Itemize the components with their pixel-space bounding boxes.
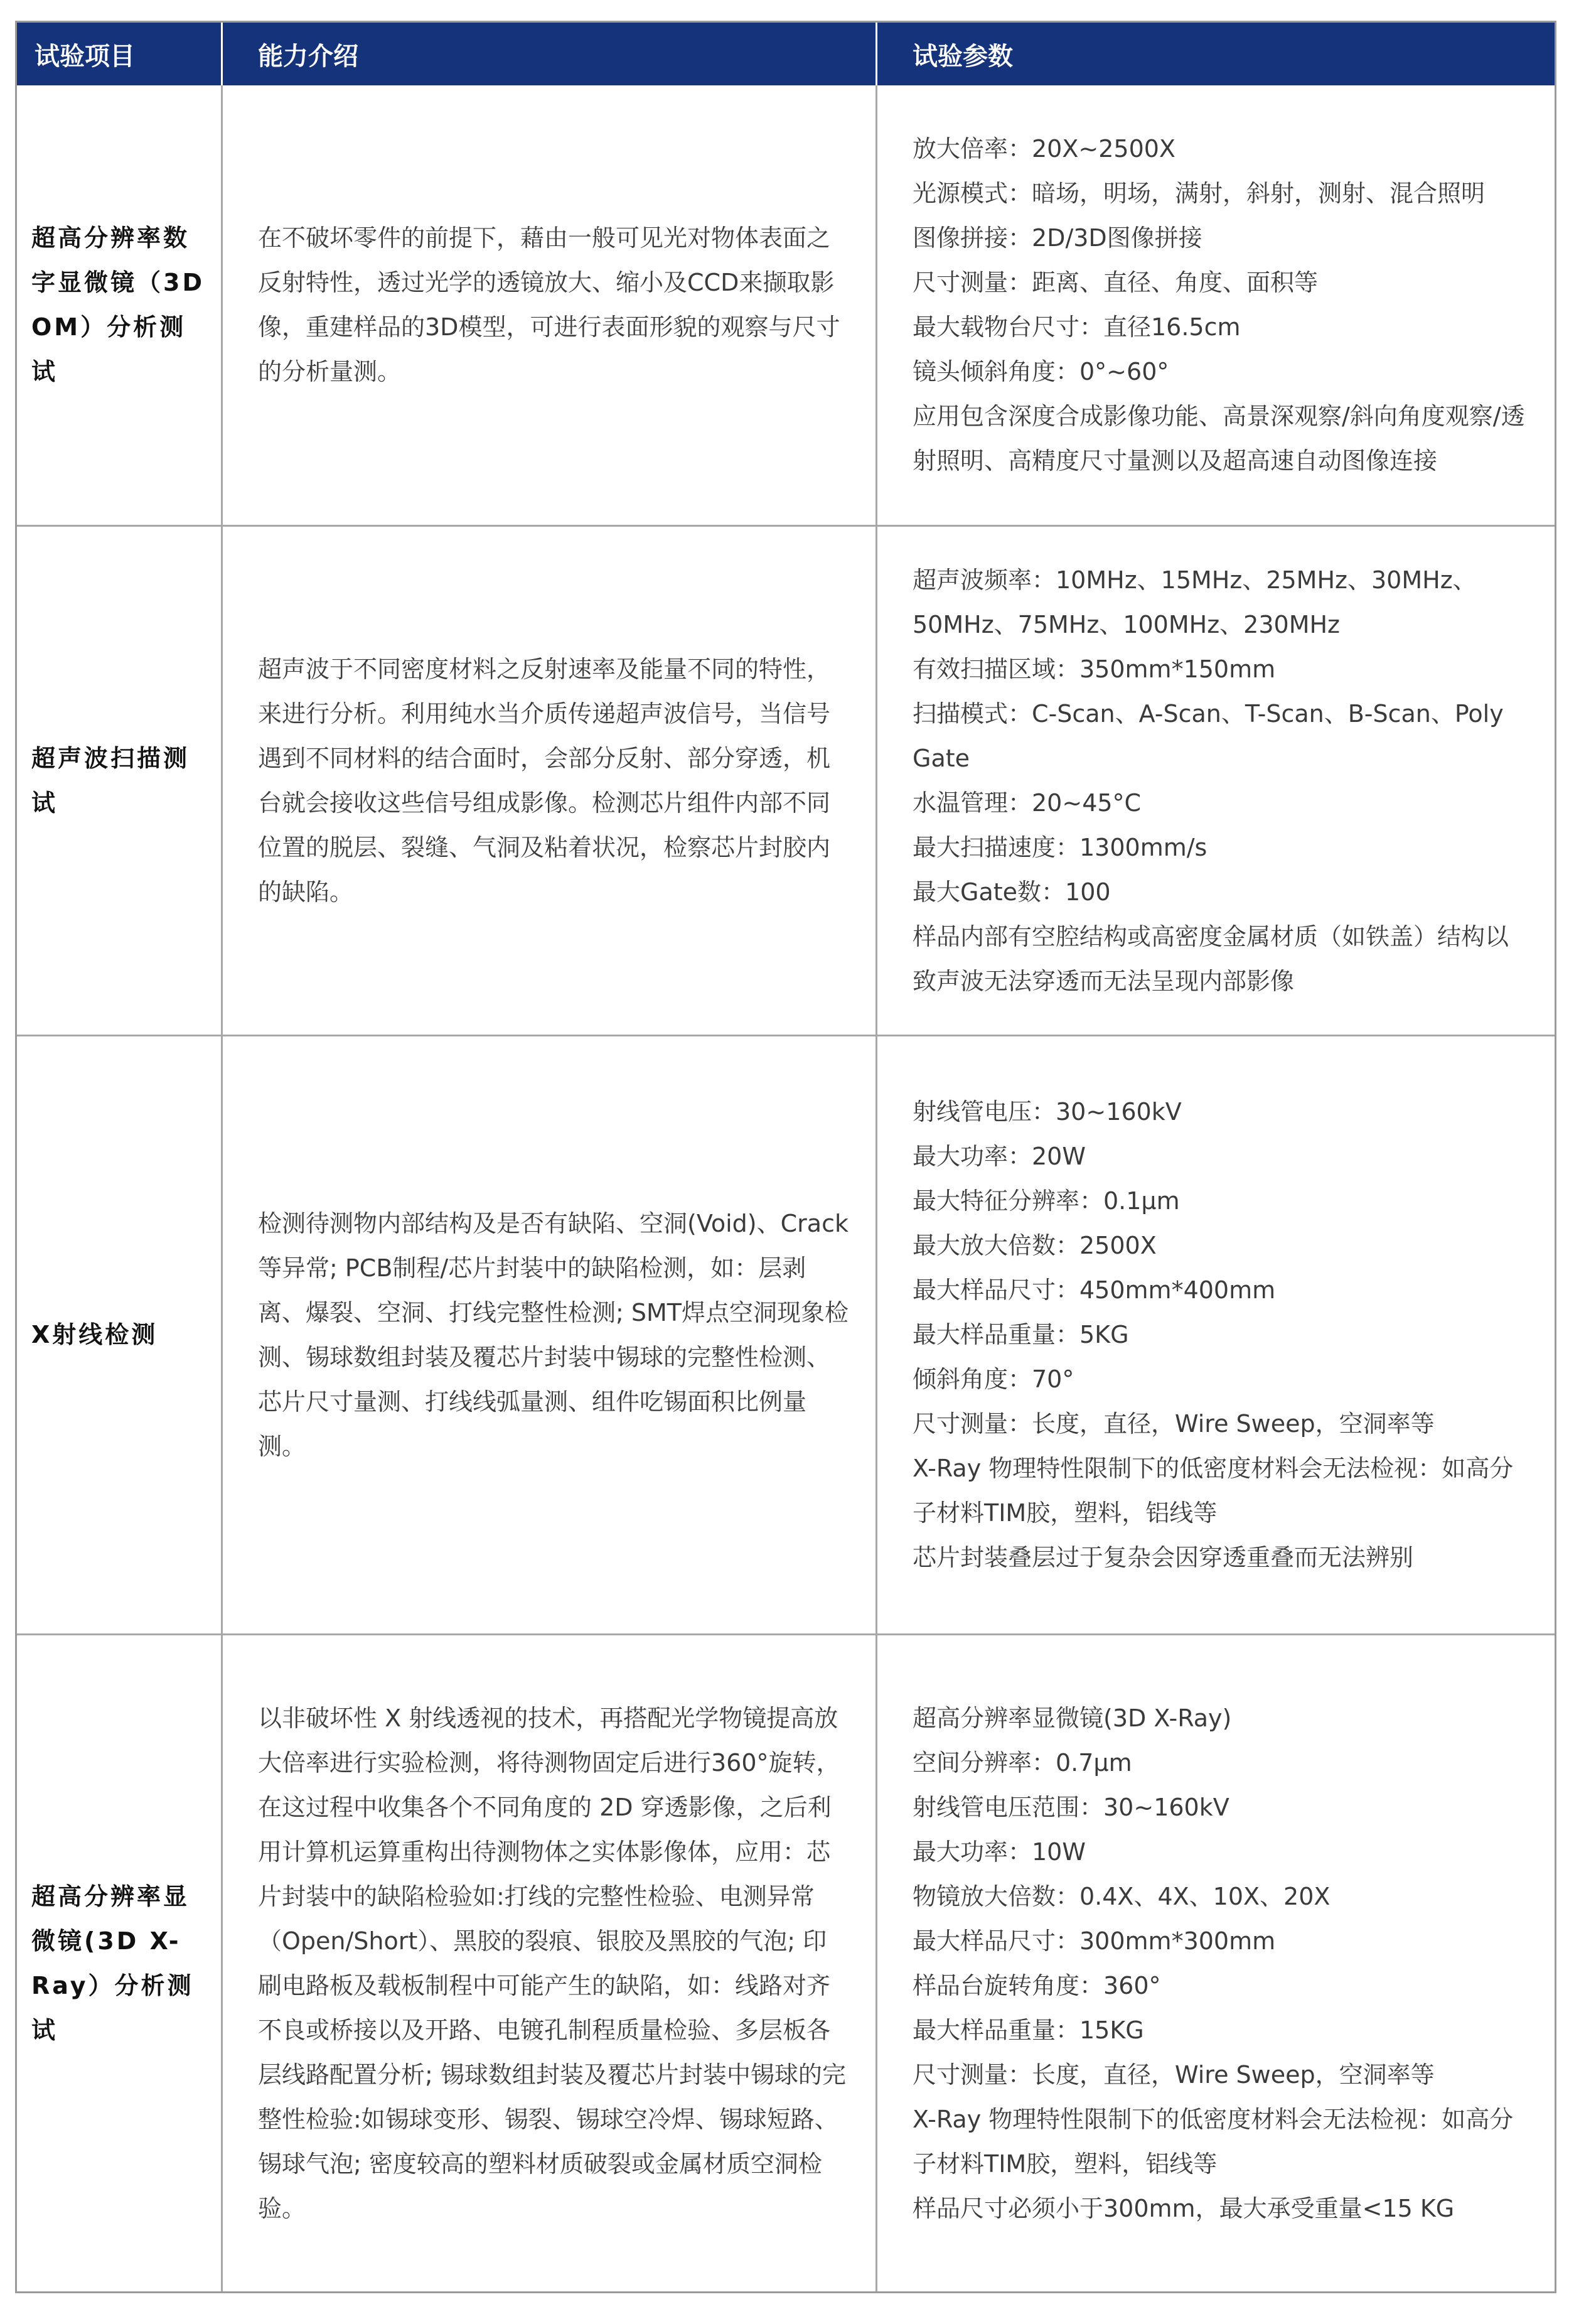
parameter-item: 尺寸测量：长度，直径，Wire Sweep，空洞率等 <box>913 2060 1435 2089</box>
row-3d-om-name <box>17 85 223 527</box>
capability-text: 检测待测物内部结构及是否有缺陷、空洞(Void)、Crack等异常; PCB制程/芯片封装中的缺陷检测，如：层剥离、爆裂、空洞、打线完整性检测; SMT焊点空洞现象检测、锡球数组封装及覆芯片封装中锡球的完整性检测、芯片尺寸量测、打线线弧量测、组件吃锡面积比例量测。 <box>258 1209 849 1460</box>
test-item-name: 超声波扫描测试 <box>31 744 190 817</box>
parameter-item: 放大倍率：20X~2500X <box>913 135 1175 163</box>
parameter-item: 应用包含深度合成影像功能、高景深观察/斜向角度观察/透射照明、高精度尺寸量测以及超高速自动图像连接 <box>913 402 1525 475</box>
parameter-item: 最大样品重量：15KG <box>913 2016 1144 2044</box>
header-parameters <box>877 23 1555 85</box>
parameter-item: 最大特征分辨率：0.1μm <box>913 1187 1180 1215</box>
header-capability <box>223 23 877 85</box>
parameter-item: 芯片封装叠层过于复杂会因穿透重叠而无法辨别 <box>913 1544 1414 1571</box>
row-3d-om-desc <box>223 85 877 527</box>
row-ultrasonic-params <box>877 527 1555 1036</box>
parameter-item: 物镜放大倍数：0.4X、4X、10X、20X <box>913 1882 1331 1910</box>
capability-text: 以非破坏性 X 射线透视的技术，再搭配光学物镜提高放大倍率进行实验检测，将待测物固定后进行360°旋转，在这过程中收集各个不同角度的 2D 穿透影像，之后利用计算机运算重构出待测物体之实体影像体，应用：芯片封装中的缺陷检验如:打线的完整性检验、电测异常（Open/Short）、黑胶的裂痕、银胶及黑胶的气泡; 印刷电路板及载板制程中可能产生的缺陷，如：线路对齐不良或桥接以及开路、电镀孔制程质量检验、多层板各层线路配置分析; 锡球数组封装及覆芯片封装中锡球的完整性检验:如锡球变形、锡裂、锡球空冷焊、锡球短路、锡球气泡; 密度较高的塑料材质破裂或金属材质空洞检验。 <box>258 1704 846 2222</box>
parameter-item: 最大功率：10W <box>913 1837 1086 1866</box>
parameter-item: 样品尺寸必须小于300mm，最大承受重量<15 KG <box>913 2194 1455 2222</box>
parameter-list <box>913 1696 1529 2231</box>
row-3d-om-params <box>877 85 1555 527</box>
parameter-item: 图像拼接：2D/3D图像拼接 <box>913 224 1202 252</box>
parameter-item: 样品台旋转角度：360° <box>913 1971 1161 1999</box>
row-xray-desc <box>223 1036 877 1635</box>
parameter-item: 最大样品尺寸：300mm*300mm <box>913 1927 1276 1955</box>
header-test-item-label: 试验项目 <box>35 41 135 71</box>
parameter-item: 最大扫描速度：1300mm/s <box>913 833 1208 861</box>
parameter-item: 最大样品重量：5KG <box>913 1321 1129 1348</box>
parameter-item: 空间分辨率：0.7μm <box>913 1748 1132 1777</box>
parameter-item: 有效扫描区域：350mm*150mm <box>913 655 1276 683</box>
header-capability-label: 能力介绍 <box>258 41 358 71</box>
row-3d-xray-desc <box>223 1635 877 2291</box>
parameter-item: 射线管电压：30~160kV <box>913 1098 1182 1126</box>
parameter-list <box>913 558 1529 1004</box>
capability-text: 超声波于不同密度材料之反射速率及能量不同的特性，来进行分析。利用纯水当介质传递超声波信号，当信号遇到不同材料的结合面时，会部分反射、部分穿透，机台就会接收这些信号组成影像。检测芯片组件内部不同位置的脱层、裂缝、气洞及粘着状况，检察芯片封胶内的缺陷。 <box>258 655 831 906</box>
row-3d-xray-name <box>17 1635 223 2291</box>
capability-text: 在不破坏零件的前提下，藉由一般可见光对物体表面之反射特性，透过光学的透镜放大、缩小及CCD来撷取影像，重建样品的3D模型，可进行表面形貌的观察与尺寸的分析量测。 <box>258 224 840 385</box>
parameter-item: 光源模式：暗场，明场，满射，斜射，测射、混合照明 <box>913 180 1486 207</box>
parameter-item: 射线管电压范围：30~160kV <box>913 1793 1229 1821</box>
parameter-item: 镜头倾斜角度：0°~60° <box>913 358 1169 385</box>
parameter-item: 样品内部有空腔结构或高密度金属材质（如铁盖）结构以致声波无法穿透而无法呈现内部影像 <box>913 922 1509 995</box>
row-ultrasonic-desc <box>223 527 877 1036</box>
parameter-item: 扫描模式：C-Scan、A-Scan、T-Scan、B-Scan、Poly Gate <box>913 699 1504 772</box>
parameter-list <box>913 127 1529 483</box>
row-ultrasonic-name <box>17 527 223 1036</box>
parameter-item: 超声波频率：10MHz、15MHz、25MHz、30MHz、50MHz、75MHz、100MHz、230MHz <box>913 566 1477 638</box>
parameter-list <box>913 1090 1529 1580</box>
parameter-item: 最大放大倍数：2500X <box>913 1232 1157 1259</box>
parameter-item: X-Ray 物理特性限制下的低密度材料会无法检视：如高分子材料TIM胶，塑料，铝线等 <box>913 1455 1514 1527</box>
header-parameters-label: 试验参数 <box>913 41 1013 71</box>
parameter-item: 倾斜角度：70° <box>913 1365 1074 1393</box>
parameter-item: 最大载物台尺寸：直径16.5cm <box>913 313 1241 341</box>
parameter-item: 尺寸测量：距离、直径、角度、面积等 <box>913 269 1319 296</box>
row-xray-name <box>17 1036 223 1635</box>
parameter-item: 超高分辨率显微镜(3D X-Ray) <box>913 1704 1232 1732</box>
test-item-name: 超高分辨率数字显微镜（3D OM）分析测试 <box>31 224 205 385</box>
parameter-item: 水温管理：20~45°C <box>913 788 1142 817</box>
row-3d-xray-params <box>877 1635 1555 2291</box>
header-test-item <box>17 23 223 85</box>
parameter-item: 尺寸测量：长度，直径，Wire Sweep，空洞率等 <box>913 1410 1435 1438</box>
parameter-item: 最大功率：20W <box>913 1143 1086 1170</box>
parameter-item: X-Ray 物理特性限制下的低密度材料会无法检视：如高分子材料TIM胶，塑料，铝线等 <box>913 2105 1514 2178</box>
parameter-item: 最大样品尺寸：450mm*400mm <box>913 1276 1276 1304</box>
test-item-name: 超高分辨率显微镜(3D X-Ray）分析测试 <box>31 1882 194 2044</box>
test-item-name: X射线检测 <box>31 1321 158 1348</box>
parameter-item: 最大Gate数：100 <box>913 878 1111 906</box>
capability-table <box>15 21 1556 2293</box>
row-xray-params <box>877 1036 1555 1635</box>
